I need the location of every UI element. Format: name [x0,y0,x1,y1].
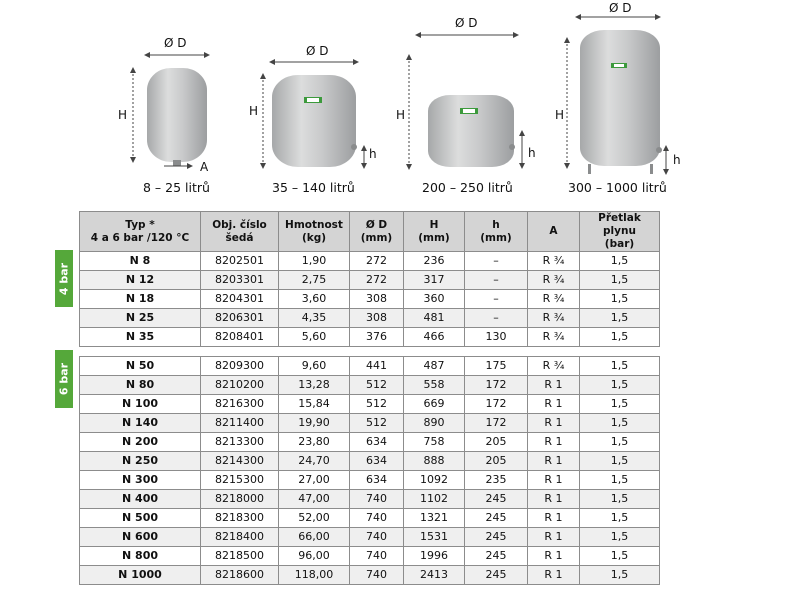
cell-code: 8211400 [201,414,279,433]
cell-a: R ¾ [528,328,580,347]
cell-d: 740 [350,566,404,585]
dim-h-label: H [118,108,128,122]
cell-code: 8216300 [201,395,279,414]
header-type: Typ * 4 a 6 bar /120 °C [80,212,201,252]
cell-a: R ¾ [528,271,580,290]
cell-gas: 1,5 [580,414,660,433]
cell-mass: 66,00 [279,528,350,547]
cell-code: 8218600 [201,566,279,585]
cell-h: – [465,252,528,271]
cell-mass: 96,00 [279,547,350,566]
cell-a: R ¾ [528,290,580,309]
vessel-200-250 [409,35,522,167]
cell-h: 245 [465,528,528,547]
cell-code: 8213300 [201,433,279,452]
vessel-illustrations [0,0,790,210]
table-row [80,376,660,395]
cell-hh: 481 [404,309,465,328]
table-row [80,509,660,528]
table-row [80,452,660,471]
cell-gas: 1,5 [580,566,660,585]
cell-h: – [465,271,528,290]
cell-hh: 558 [404,376,465,395]
cell-a: R ¾ [528,252,580,271]
group-separator [80,347,660,357]
cell-a: R ¾ [528,357,580,376]
cell-a: R 1 [528,566,580,585]
table-row [80,328,660,347]
cell-hh: 888 [404,452,465,471]
caption-300-1000: 300 – 1000 litrů [568,180,667,195]
cell-mass: 15,84 [279,395,350,414]
cell-hh: 1531 [404,528,465,547]
vessel-35-140 [263,62,364,167]
cell-d: 634 [350,471,404,490]
cell-d: 740 [350,547,404,566]
cell-mass: 47,00 [279,490,350,509]
cell-a: R 1 [528,395,580,414]
cell-mass: 52,00 [279,509,350,528]
table-row [80,471,660,490]
cell-h: 205 [465,433,528,452]
cell-type: N 300 [80,471,201,490]
dim-d-label: Ø D [306,44,329,58]
dim-a-label: A [200,160,209,174]
cell-mass: 13,28 [279,376,350,395]
cell-a: R 1 [528,547,580,566]
cell-hh: 669 [404,395,465,414]
cell-code: 8202501 [201,252,279,271]
cell-gas: 1,5 [580,528,660,547]
cell-d: 441 [350,357,404,376]
cell-mass: 24,70 [279,452,350,471]
cell-gas: 1,5 [580,357,660,376]
caption-8-25: 8 – 25 litrů [143,180,210,195]
cell-mass: 1,90 [279,252,350,271]
cell-code: 8214300 [201,452,279,471]
table-row [80,309,660,328]
cell-hh: 360 [404,290,465,309]
cell-mass: 27,00 [279,471,350,490]
header-connection: A [528,212,580,252]
product-figure [0,0,790,210]
cell-gas: 1,5 [580,290,660,309]
dim-small-h-label: h [673,153,681,167]
cell-hh: 1996 [404,547,465,566]
cell-a: R 1 [528,376,580,395]
badge-4-bar: 4 bar [55,250,73,307]
cell-gas: 1,5 [580,328,660,347]
table-row [80,357,660,376]
cell-a: R ¾ [528,309,580,328]
cell-type: N 500 [80,509,201,528]
cell-gas: 1,5 [580,395,660,414]
header-height: H (mm) [404,212,465,252]
cell-h: 130 [465,328,528,347]
cell-mass: 19,90 [279,414,350,433]
dim-small-h-label: h [369,147,377,161]
cell-h: 235 [465,471,528,490]
cell-a: R 1 [528,452,580,471]
cell-gas: 1,5 [580,471,660,490]
cell-code: 8218000 [201,490,279,509]
cell-hh: 1102 [404,490,465,509]
cell-h: 175 [465,357,528,376]
cell-gas: 1,5 [580,509,660,528]
cell-h: 245 [465,490,528,509]
cell-code: 8206301 [201,309,279,328]
cell-code: 8218400 [201,528,279,547]
dim-d-label: Ø D [164,36,187,50]
cell-a: R 1 [528,433,580,452]
cell-code: 8218500 [201,547,279,566]
cell-mass: 118,00 [279,566,350,585]
table-row [80,528,660,547]
cell-h: 205 [465,452,528,471]
dim-h-label: H [249,104,259,118]
cell-mass: 23,80 [279,433,350,452]
caption-35-140: 35 – 140 litrů [272,180,355,195]
header-diameter: Ø D (mm) [350,212,404,252]
header-code: Obj. číslo šedá [201,212,279,252]
cell-d: 512 [350,414,404,433]
cell-type: N 50 [80,357,201,376]
cell-d: 512 [350,376,404,395]
cell-code: 8210200 [201,376,279,395]
cell-h: – [465,290,528,309]
cell-code: 8204301 [201,290,279,309]
dim-h-label: H [396,108,406,122]
cell-mass: 3,60 [279,290,350,309]
table-row [80,547,660,566]
cell-type: N 18 [80,290,201,309]
caption-200-250: 200 – 250 litrů [422,180,513,195]
cell-d: 272 [350,271,404,290]
cell-d: 634 [350,433,404,452]
cell-d: 740 [350,528,404,547]
cell-hh: 1092 [404,471,465,490]
spec-table [79,211,660,585]
cell-d: 634 [350,452,404,471]
cell-type: N 12 [80,271,201,290]
cell-hh: 466 [404,328,465,347]
cell-d: 512 [350,395,404,414]
cell-gas: 1,5 [580,433,660,452]
cell-hh: 487 [404,357,465,376]
cell-type: N 200 [80,433,201,452]
cell-type: N 100 [80,395,201,414]
cell-type: N 250 [80,452,201,471]
vessel-8-25 [133,55,207,166]
cell-d: 308 [350,309,404,328]
cell-gas: 1,5 [580,376,660,395]
cell-gas: 1,5 [580,490,660,509]
cell-a: R 1 [528,414,580,433]
table-row [80,395,660,414]
cell-type: N 1000 [80,566,201,585]
table-row [80,433,660,452]
cell-code: 8208401 [201,328,279,347]
cell-a: R 1 [528,509,580,528]
table-row [80,271,660,290]
dim-d-label: Ø D [455,16,478,30]
cell-gas: 1,5 [580,452,660,471]
cell-h: 245 [465,566,528,585]
cell-hh: 2413 [404,566,465,585]
cell-type: N 140 [80,414,201,433]
header-row [80,212,660,252]
cell-gas: 1,5 [580,271,660,290]
dim-small-h-label: h [528,146,536,160]
table-row [80,566,660,585]
cell-d: 740 [350,509,404,528]
table-row [80,490,660,509]
cell-a: R 1 [528,528,580,547]
badge-6-bar: 6 bar [55,350,73,408]
cell-hh: 1321 [404,509,465,528]
table-row [80,414,660,433]
vessel-300-1000 [567,17,666,174]
header-mass: Hmotnost (kg) [279,212,350,252]
cell-type: N 25 [80,309,201,328]
cell-code: 8203301 [201,271,279,290]
cell-h: 245 [465,547,528,566]
cell-d: 272 [350,252,404,271]
cell-mass: 9,60 [279,357,350,376]
header-gas-pressure: Přetlak plynu (bar) [580,212,660,252]
dim-d-label: Ø D [609,1,632,15]
cell-d: 376 [350,328,404,347]
cell-h: 245 [465,509,528,528]
cell-code: 8218300 [201,509,279,528]
cell-mass: 5,60 [279,328,350,347]
cell-d: 308 [350,290,404,309]
cell-h: 172 [465,414,528,433]
cell-type: N 600 [80,528,201,547]
cell-a: R 1 [528,471,580,490]
cell-type: N 8 [80,252,201,271]
cell-h: 172 [465,395,528,414]
cell-a: R 1 [528,490,580,509]
cell-hh: 317 [404,271,465,290]
cell-h: – [465,309,528,328]
table-row [80,290,660,309]
cell-hh: 890 [404,414,465,433]
cell-mass: 4,35 [279,309,350,328]
cell-gas: 1,5 [580,309,660,328]
cell-code: 8215300 [201,471,279,490]
cell-type: N 35 [80,328,201,347]
cell-hh: 236 [404,252,465,271]
table-row [80,252,660,271]
cell-hh: 758 [404,433,465,452]
header-connection-height: h (mm) [465,212,528,252]
cell-gas: 1,5 [580,252,660,271]
cell-type: N 80 [80,376,201,395]
cell-code: 8209300 [201,357,279,376]
cell-mass: 2,75 [279,271,350,290]
cell-gas: 1,5 [580,547,660,566]
cell-type: N 400 [80,490,201,509]
cell-d: 740 [350,490,404,509]
dim-h-label: H [555,108,565,122]
cell-type: N 800 [80,547,201,566]
cell-h: 172 [465,376,528,395]
